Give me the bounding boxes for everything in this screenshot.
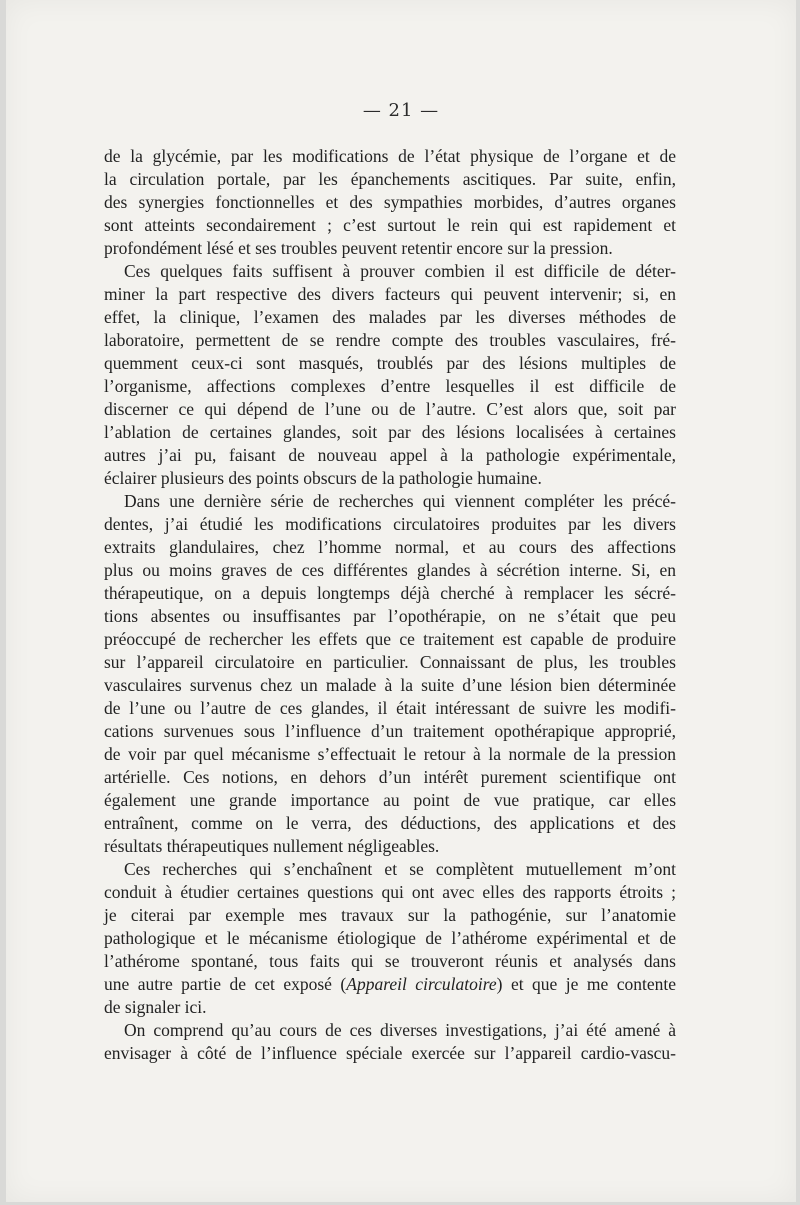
text-line: l’organisme, affections complexes d’entre lesquelles il est difficile de — [104, 376, 676, 396]
text-line: éclairer plusieurs des points obscurs de la pathologie humaine. — [104, 468, 542, 488]
text-line: l’ablation de certaines glandes, soit par des lésions localisées à certaines — [104, 422, 676, 442]
text-line: de la glycémie, par les modifications de l’état physique de l’organe et de — [104, 146, 676, 166]
text-line: vasculaires survenus chez un malade à la suite d’une lésion bien déterminée — [104, 675, 676, 695]
text-line: de l’une ou l’autre de ces glandes, il était intéressant de suivre les modifi- — [104, 698, 676, 718]
page-number-header: — 21 — — [362, 100, 440, 121]
text-line: artérielle. Ces notions, en dehors d’un intérêt purement scientifique ont — [104, 767, 676, 787]
text-line: sont atteints secondairement ; c’est surtout le rein qui est rapidement et — [104, 215, 676, 235]
text-line: laboratoire, permettent de se rendre compte des troubles vasculaires, fré- — [104, 330, 676, 350]
text-line: des synergies fonctionnelles et des sympathies morbides, d’autres organes — [104, 192, 676, 212]
text-line: de signaler ici. — [104, 997, 207, 1017]
text-line: sur l’appareil circulatoire en particulier. Connaissant de plus, les troubles — [104, 652, 676, 672]
italic-reference: Appareil circulatoire — [346, 974, 497, 994]
text-line: cations survenues sous l’influence d’un traitement opothérapique approprié, — [104, 721, 676, 741]
text-fragment: ) et que je me contente — [496, 974, 677, 994]
text-line: conduit à étudier certaines questions qui ont avec elles des rapports étroits ; — [104, 882, 676, 902]
text-line: préoccupé de rechercher les effets que ce traitement est capable de produire — [104, 629, 676, 649]
text-line: Ces quelques faits suffisent à prouver combien il est difficile de déter- — [124, 261, 676, 281]
text-line-with-italic — [104, 973, 676, 996]
text-line: On comprend qu’au cours de ces diverses investigations, j’ai été amené à — [124, 1020, 676, 1040]
text-line: discerner ce qui dépend de l’une ou de l’autre. C’est alors que, soit par — [104, 399, 676, 419]
text-line: thérapeutique, on a depuis longtemps déjà cherché à remplacer les sécré- — [104, 583, 676, 603]
text-line: extraits glandulaires, chez l’homme normal, et au cours des affections — [104, 537, 676, 557]
text-line: pathologique et le mécanisme étiologique de l’athérome expérimental et de — [104, 928, 676, 948]
text-line: envisager à côté de l’influence spéciale exercée sur l’appareil cardio-vascu- — [104, 1043, 676, 1063]
text-line: la circulation portale, par les épanchements ascitiques. Par suite, enfin, — [104, 169, 676, 189]
paragraph-2 — [104, 260, 676, 490]
text-line: résultats thérapeutiques nullement négligeables. — [104, 836, 440, 856]
text-line: Ces recherches qui s’enchaînent et se complètent mutuellement m’ont — [124, 859, 676, 879]
text-fragment: une autre partie de cet exposé ( — [104, 974, 347, 994]
text-line: de voir par quel mécanisme s’effectuait le retour à la normale de la pression — [104, 744, 676, 764]
text-line: quemment ceux-ci sont masqués, troublés par des lésions multiples de — [104, 353, 676, 373]
text-line: tions absentes ou insuffisantes par l’opothérapie, on ne s’était que peu — [104, 606, 676, 626]
paragraph-3 — [104, 490, 676, 858]
text-line: également une grande importance au point de vue pratique, car elles — [104, 790, 676, 810]
paragraph-4 — [104, 858, 676, 1019]
text-line: Dans une dernière série de recherches qui viennent compléter les précé- — [124, 491, 676, 511]
paragraph-5 — [104, 1019, 676, 1065]
text-line: je citerai par exemple mes travaux sur la pathogénie, sur l’anatomie — [104, 905, 676, 925]
text-line: autres j’ai pu, faisant de nouveau appel à la pathologie expérimentale, — [104, 445, 676, 465]
text-line: profondément lésé et ses troubles peuvent retentir encore sur la pression. — [104, 238, 613, 258]
text-line: dentes, j’ai étudié les modifications circulatoires produites par les divers — [104, 514, 676, 534]
text-line: miner la part respective des divers facteurs qui peuvent intervenir; si, en — [104, 284, 676, 304]
text-line: plus ou moins graves de ces différentes glandes à sécrétion interne. Si, en — [104, 560, 676, 580]
text-line: l’athérome spontané, tous faits qui se trouveront réunis et analysés dans — [104, 951, 676, 971]
text-line: effet, la clinique, l’examen des malades par les diverses méthodes de — [104, 307, 676, 327]
text-line: entraînent, comme on le verra, des déductions, des applications et des — [104, 813, 676, 833]
document-page — [6, 0, 796, 1202]
paragraph-1 — [104, 145, 676, 260]
body-text — [104, 145, 676, 1065]
